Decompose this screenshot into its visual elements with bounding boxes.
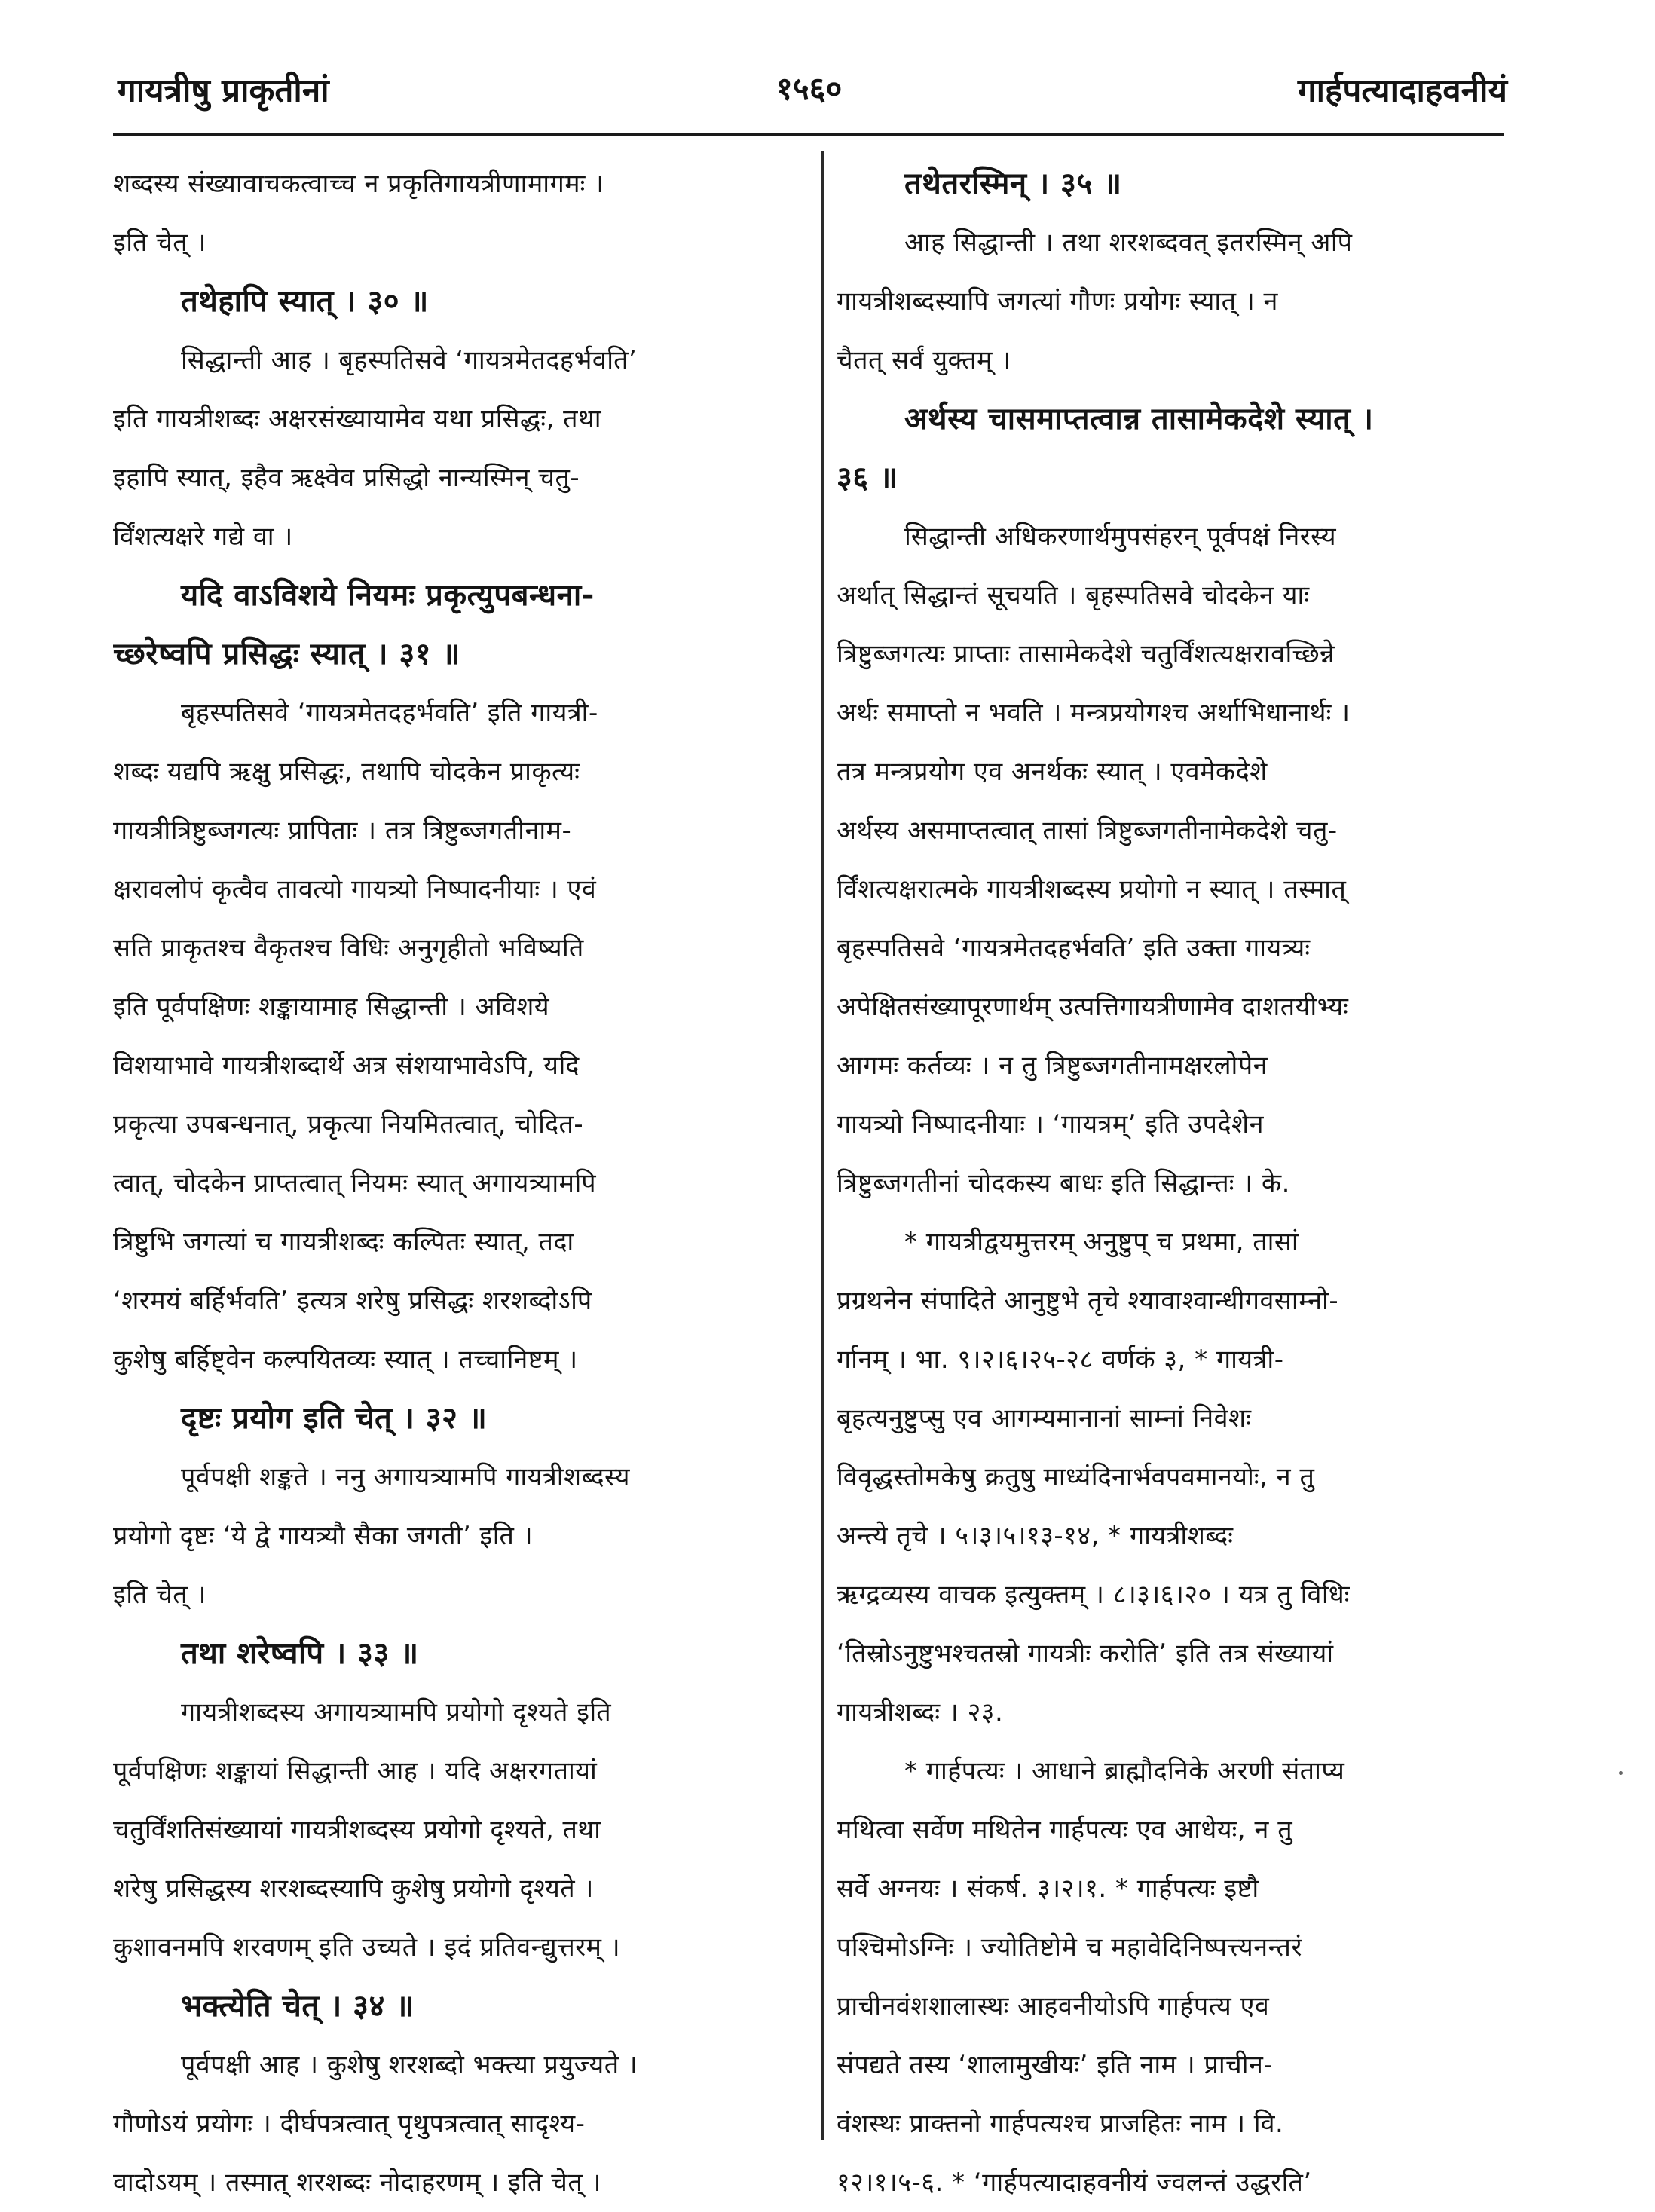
text-line: सिद्धान्ती आह । बृहस्पतिसवे ‘गायत्रमेतदहर्भवति’ [181,345,638,375]
text-line: आगमः कर्तव्यः । न तु त्रिष्टुब्जगतीनामक्षरलोपेन [837,1051,1268,1081]
sutra-heading: तथेतरस्मिन् । ३५ ॥ [904,167,1122,201]
footnote-line: प्रग्रथनेन संपादिते आनुष्टुभे तृचे श्यावाश्वान्धीगवसाम्नो- [837,1286,1339,1316]
column-divider [821,151,824,2140]
footnote-line: प्राचीनवंशशालास्थः आहवनीयोऽपि गार्हपत्य एव [837,1991,1270,2021]
text-line: सति प्राकृतश्च वैकृतश्च विधिः अनुगृहीतो भविष्यति [113,933,584,963]
sutra-heading: तथेहापि स्यात् । ३० ॥ [181,284,429,319]
sutra-heading: तथा शरेष्वपि । ३३ ॥ [181,1636,419,1671]
text-line: त्वात्, चोदकेन प्राप्तत्वात् नियमः स्यात् अगायत्र्यामपि [113,1168,597,1198]
text-line: गायत्रीशब्दस्यापि जगत्यां गौणः प्रयोगः स्यात् । न [837,286,1278,317]
header-rule [113,133,1504,136]
footnote-line: विवृद्धस्तोमकेषु क्रतुषु माध्यंदिनार्भवपवमानयोः, न तु [837,1462,1315,1492]
right-column [837,155,1507,2212]
text-line: सिद्धान्ती अधिकरणार्थमुपसंहरन् पूर्वपक्षं निरस्य [904,522,1337,552]
text-line: चैतत् सर्वं युक्तम् । [837,345,1011,375]
text-line: त्रिष्टुभि जगत्यां च गायत्रीशब्दः कल्पितः स्यात्, तदा [113,1227,574,1257]
text-line: पूर्वपक्षिणः शङ्कायां सिद्धान्ती आह । यदि अक्षरगतायां [113,1756,598,1786]
text-line: र्विंशत्यक्षरात्मके गायत्रीशब्दस्य प्रयोगो न स्यात् । तस्मात् [837,874,1347,904]
text-line: इति गायत्रीशब्दः अक्षरसंख्यायामेव यथा प्रसिद्धः, तथा [113,404,602,434]
text-line: त्रिष्टुब्जगतीनां चोदकस्य बाधः इति सिद्धान्तः । के. [837,1168,1290,1198]
footnote-line: * गायत्रीद्वयमुत्तरम् अनुष्टुप् च प्रथमा, तासां [904,1227,1299,1257]
footnote-line: वंशस्थः प्राक्तनो गार्हपत्यश्च प्राजहितः नाम । वि. [837,2109,1284,2139]
text-line: पूर्वपक्षी शङ्कते । ननु अगायत्र्यामपि गायत्रीशब्दस्य [181,1462,630,1492]
footnote-line: ऋग्द्रव्यस्य वाचक इत्युक्तम् । ८।३।६।२० । यत्र तु विधिः [837,1580,1350,1610]
text-line: वादोऽयम् । तस्मात् शरशब्दः नोदाहरणम् । इति चेत् । [113,2168,601,2198]
footnote-line: गायत्रीशब्दः । २३. [837,1697,1004,1727]
text-line: आह सिद्धान्ती । तथा शरशब्दवत् इतरस्मिन् अपि [904,228,1353,258]
sutra-heading: च्छरेष्वपि प्रसिद्धः स्यात् । ३१ ॥ [113,637,460,672]
text-line: शब्दस्य संख्यावाचकत्वाच्च न प्रकृतिगायत्रीणामागमः । [113,169,604,199]
text-line: शब्दः यद्यपि ऋक्षु प्रसिद्धः, तथापि चोदकेन प्राकृत्यः [113,757,580,787]
speck [1619,1771,1623,1775]
text-line: अर्थः समाप्तो न भवति । मन्त्रप्रयोगश्च अर्थाभिधानार्थः । [837,698,1351,728]
footnote-line: संपद्यते तस्य ‘शालामुखीयः’ इति नाम । प्राचीन- [837,2050,1274,2080]
text-line: कुशावनमपि शरवणम् इति उच्यते । इदं प्रतिवन्द्युत्तरम् । [113,1932,621,1963]
text-line: बृहस्पतिसवे ‘गायत्रमेतदहर्भवति’ इति उक्ता गायत्र्यः [837,933,1311,963]
text-line: इति चेत् । [113,1580,206,1610]
page-header [113,66,1507,127]
text-line: क्षरावलोपं कृत्वैव तावत्यो गायत्र्यो निष्पादनीयाः । एवं [113,874,597,904]
text-line: कुशेषु बर्हिष्ट्वेन कल्पयितव्यः स्यात् । तच्चानिष्टम् । [113,1345,578,1375]
text-line: शरेषु प्रसिद्धस्य शरशब्दस्यापि कुशेषु प्रयोगो दृश्यते । [113,1874,594,1904]
footnote-line: मथित्वा सर्वेण मथितेन गार्हपत्यः एव आधेयः, न तु [837,1815,1293,1845]
text-line: गायत्रीशब्दस्य अगायत्र्यामपि प्रयोगो दृश्यते इति [181,1697,612,1727]
text-line: बृहस्पतिसवे ‘गायत्रमेतदहर्भवति’ इति गायत्री- [181,698,598,728]
text-line: इहापि स्यात्, इहैव ऋक्ष्वेव प्रसिद्धो नान्यस्मिन् चतु- [113,463,580,493]
text-line: तत्र मन्त्रप्रयोग एव अनर्थकः स्यात् । एवमेकदेशे [837,757,1268,787]
text-line: प्रकृत्या उपबन्धनात्, प्रकृत्या नियमितत्वात्, चोदित- [113,1109,584,1140]
text-line: र्विंशत्यक्षरे गद्ये वा । [113,522,293,552]
text-line: इति चेत् । [113,228,206,258]
text-line: अपेक्षितसंख्यापूरणार्थम् उत्पत्तिगायत्रीणामेव दाशतयीभ्यः [837,992,1349,1022]
text-line: गायत्रीत्रिष्टुब्जगत्यः प्रापिताः । तत्र त्रिष्टुब्जगतीनाम- [113,815,572,846]
sutra-heading: अर्थस्य चासमाप्तत्वान्न तासामेकदेशे स्यात् । [904,402,1374,436]
running-head-right: गार्हपत्यादाहवनीयं [1297,72,1507,110]
text-line: चतुर्विंशतिसंख्यायां गायत्रीशब्दस्य प्रयोगो दृश्यते, तथा [113,1815,601,1845]
page-number: १५६० [776,70,843,107]
footnote-line: १२।१।५-६. * ‘गार्हपत्यादाहवनीयं ज्वलन्तं उद्धरति’ [837,2168,1312,2198]
text-line: गौणोऽयं प्रयोगः । दीर्घपत्रत्वात् पृथुपत्रत्वात् सादृश्य- [113,2109,586,2139]
footnote-line: * गार्हपत्यः । आधाने ब्राह्मौदनिके अरणी संताप्य [904,1756,1345,1786]
text-line: गायत्र्यो निष्पादनीयाः । ‘गायत्रम्’ इति उपदेशेन [837,1109,1265,1140]
text-line: विशयाभावे गायत्रीशब्दार्थे अत्र संशयाभावेऽपि, यदि [113,1051,580,1081]
sutra-heading: यदि वाऽविशये नियमः प्रकृत्युपबन्धना- [181,578,595,613]
text-line: अर्थस्य असमाप्तत्वात् तासां त्रिष्टुब्जगतीनामेकदेशे चतु- [837,815,1338,846]
sutra-heading: ३६ ॥ [837,460,898,495]
footnote-line: बृहत्यनुष्टुप्सु एव आगम्यमानानां साम्नां निवेशः [837,1403,1252,1433]
footnote-line: र्गानम् । भा. ९।२।६।२५-२८ वर्णकं ३, * गायत्री- [837,1345,1284,1375]
text-line: अर्थात् सिद्धान्तं सूचयति । बृहस्पतिसवे चोदकेन याः [837,580,1310,610]
footnote-line: ‘तिस्रोऽनुष्टुभश्चतस्रो गायत्रीः करोति’ इति तत्र संख्यायां [837,1638,1334,1669]
text-line: ‘शरमयं बर्हिर्भवति’ इत्यत्र शरेषु प्रसिद्धः शरशब्दोऽपि [113,1286,592,1316]
text-line: पूर्वपक्षी आह । कुशेषु शरशब्दो भक्त्या प्रयुज्यते । [181,2050,638,2080]
sutra-heading: भक्त्येति चेत् । ३४ ॥ [181,1989,415,2024]
running-head-left: गायत्रीषु प्राकृतीनां [118,72,329,110]
footnote-line: सर्वे अग्नयः । संकर्ष. ३।२।१. * गार्हपत्यः इष्टौ [837,1874,1259,1904]
text-line: त्रिष्टुब्जगत्यः प्राप्ताः तासामेकदेशे चतुर्विंशत्यक्षरावच्छिन्ने [837,639,1335,669]
sutra-heading: दृष्टः प्रयोग इति चेत् । ३२ ॥ [181,1401,488,1436]
text-line: प्रयोगो दृष्टः ‘ये द्वे गायत्र्यौ सैका जगती’ इति । [113,1521,534,1551]
text-line: इति पूर्वपक्षिणः शङ्कायामाह सिद्धान्ती । अविशये [113,992,550,1022]
footnote-line: अन्त्ये तृचे । ५।३।५।१३-१४, * गायत्रीशब्दः [837,1521,1234,1551]
footnote-line: पश्चिमोऽग्निः । ज्योतिष्टोमे च महावेदिनिष्पत्त्यनन्तरं [837,1932,1302,1963]
left-column [113,155,806,2212]
